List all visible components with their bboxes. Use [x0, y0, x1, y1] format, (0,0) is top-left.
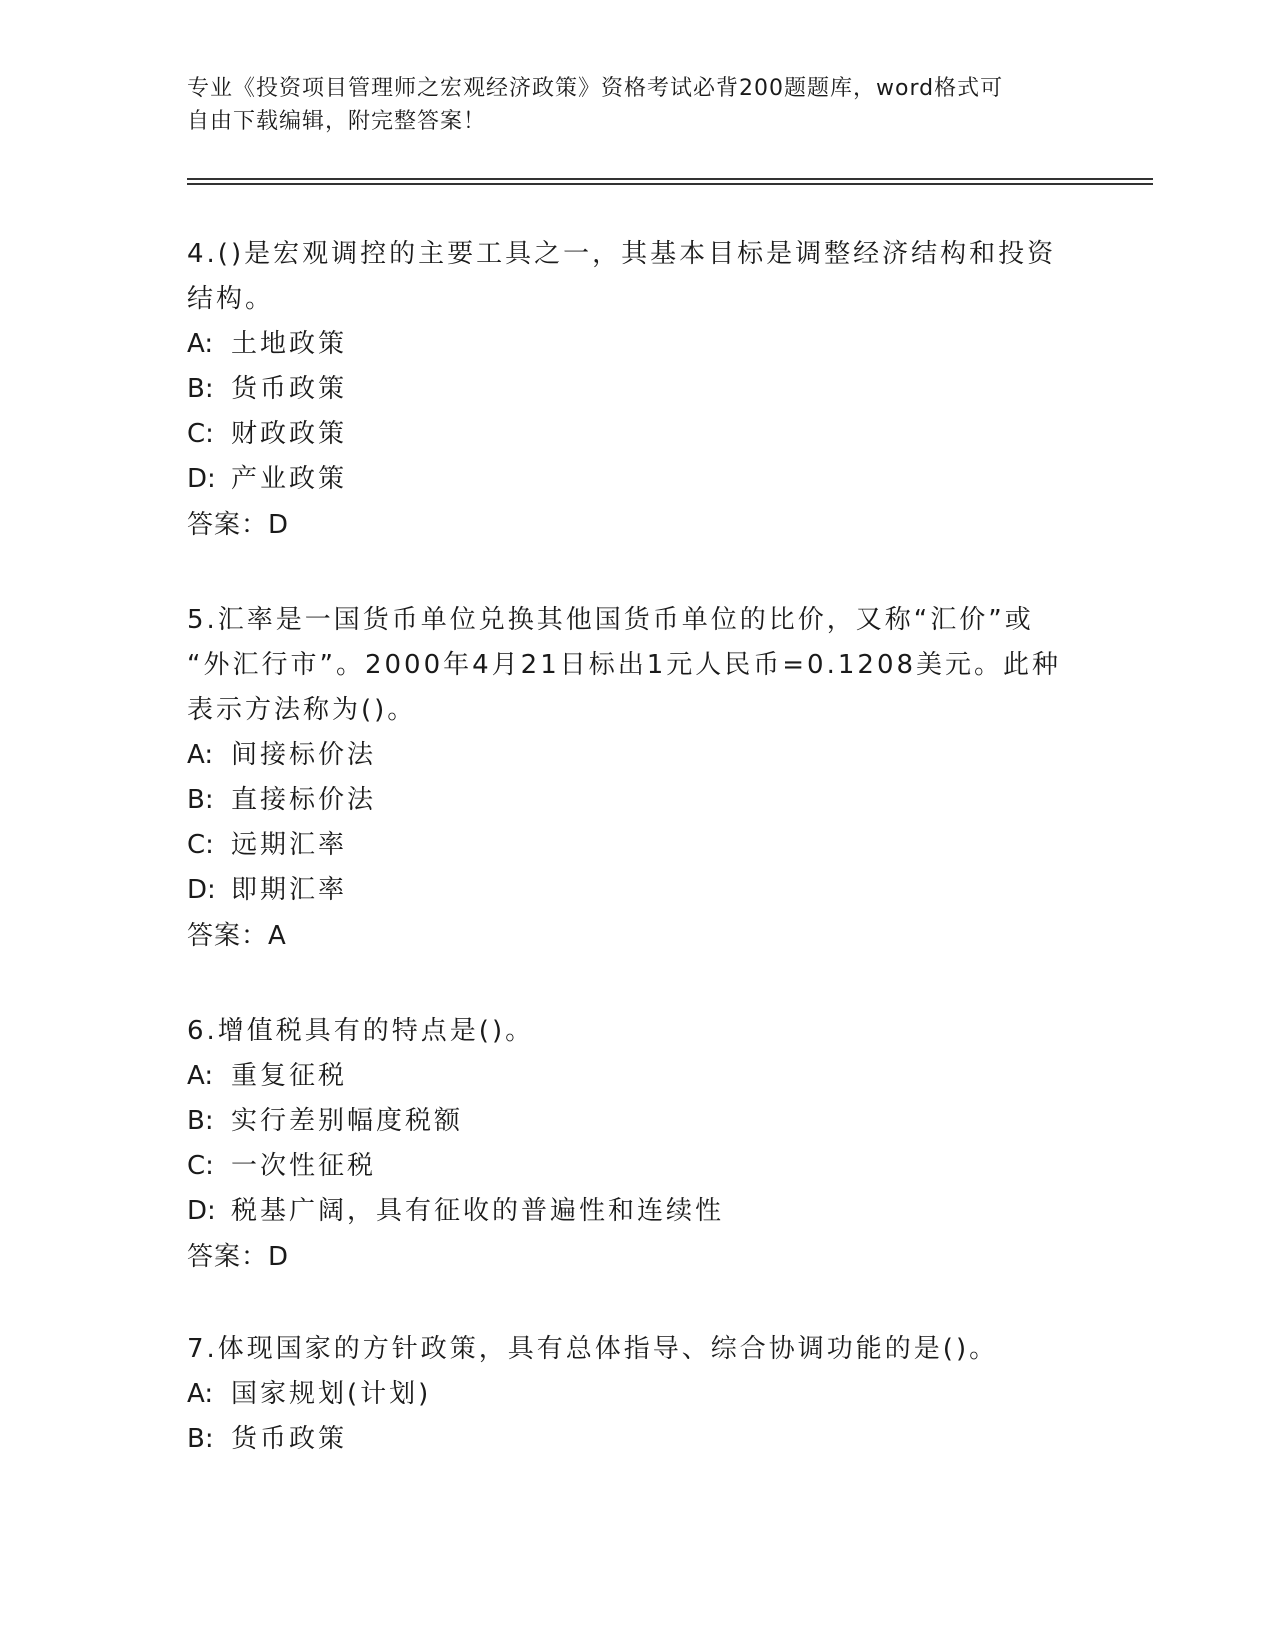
- option-letter: D:: [187, 464, 216, 494]
- question-7: [187, 1327, 1087, 1462]
- header-divider-bottom: [187, 183, 1153, 185]
- option-b: [187, 778, 1087, 823]
- question-5: [187, 598, 1087, 959]
- question-stem-line: “外汇行市”。2000年4月21日标出1元人民币=0.1208美元。此种: [187, 650, 1062, 680]
- question-stem-line: 4.()是宏观调控的主要工具之一，其基本目标是调整经济结构和投资: [187, 239, 1057, 269]
- option-letter: C:: [187, 1151, 214, 1181]
- option-a: [187, 1372, 1087, 1417]
- option-text: 货币政策: [231, 1424, 348, 1454]
- answer-line: 答案：A: [187, 921, 287, 951]
- document-header: [187, 72, 1067, 138]
- option-letter: A:: [187, 329, 214, 359]
- question-stem-line: 表示方法称为()。: [187, 695, 417, 725]
- option-a: [187, 322, 1087, 367]
- question-stem-line: 结构。: [187, 284, 275, 314]
- option-d: [187, 868, 1087, 913]
- option-d: [187, 1189, 1087, 1234]
- answer-line: 答案：D: [187, 1242, 290, 1272]
- header-intro-line-2: 自由下载编辑，附完整答案！: [187, 109, 487, 134]
- option-letter: D:: [187, 1196, 216, 1226]
- option-text: 直接标价法: [231, 785, 377, 815]
- option-letter: B:: [187, 1106, 214, 1136]
- option-letter: C:: [187, 830, 214, 860]
- option-text: 一次性征税: [231, 1151, 377, 1181]
- option-text: 远期汇率: [231, 830, 348, 860]
- option-text: 产业政策: [231, 464, 348, 494]
- option-c: [187, 1144, 1087, 1189]
- option-c: [187, 412, 1087, 457]
- option-letter: B:: [187, 374, 214, 404]
- header-intro-line-1: 专业《投资项目管理师之宏观经济政策》资格考试必背200题题库，word格式可: [187, 76, 1004, 101]
- answer-line: 答案：D: [187, 510, 290, 540]
- header-divider-top: [187, 178, 1153, 180]
- option-text: 即期汇率: [231, 875, 348, 905]
- option-letter: A:: [187, 1379, 214, 1409]
- option-b: [187, 1099, 1087, 1144]
- option-letter: B:: [187, 1424, 214, 1454]
- option-text: 重复征税: [231, 1061, 348, 1091]
- option-d: [187, 457, 1087, 502]
- option-a: [187, 1054, 1087, 1099]
- option-b: [187, 1417, 1087, 1462]
- option-c: [187, 823, 1087, 868]
- option-text: 货币政策: [231, 374, 348, 404]
- question-6: [187, 1009, 1087, 1280]
- question-stem-line: 5.汇率是一国货币单位兑换其他国货币单位的比价，又称“汇价”或: [187, 605, 1034, 635]
- option-text: 土地政策: [231, 329, 348, 359]
- option-text: 间接标价法: [231, 740, 377, 770]
- option-a: [187, 733, 1087, 778]
- option-text: 税基广阔，具有征收的普遍性和连续性: [231, 1196, 725, 1226]
- option-text: 实行差别幅度税额: [231, 1106, 464, 1136]
- option-letter: A:: [187, 1061, 214, 1091]
- option-letter: D:: [187, 875, 216, 905]
- option-letter: C:: [187, 419, 214, 449]
- option-b: [187, 367, 1087, 412]
- question-4: [187, 232, 1087, 548]
- option-text: 国家规划(计划): [231, 1379, 432, 1409]
- question-stem-line: 7.体现国家的方针政策，具有总体指导、综合协调功能的是()。: [187, 1334, 999, 1364]
- option-letter: A:: [187, 740, 214, 770]
- question-stem-line: 6.增值税具有的特点是()。: [187, 1016, 535, 1046]
- option-text: 财政政策: [231, 419, 348, 449]
- option-letter: B:: [187, 785, 214, 815]
